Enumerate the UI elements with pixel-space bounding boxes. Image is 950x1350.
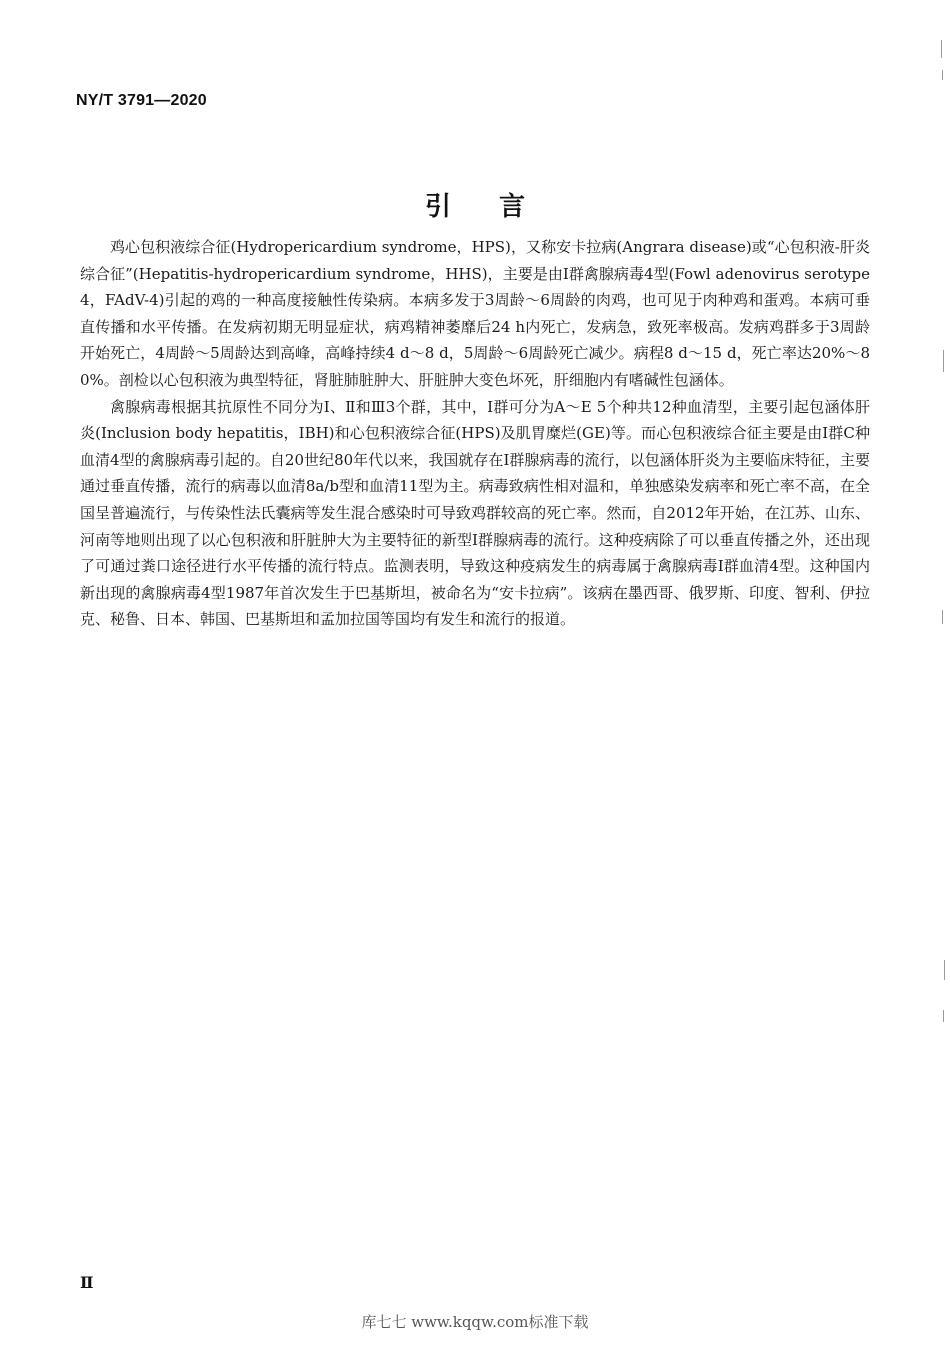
footer-watermark: 库七七 www.kqqw.com标准下载	[361, 1313, 589, 1331]
scan-mark	[941, 40, 942, 58]
scan-mark	[943, 350, 944, 372]
standard-code: NY/T 3791—2020	[76, 92, 207, 109]
scan-mark	[942, 70, 943, 80]
scan-mark	[944, 960, 945, 980]
scan-mark	[943, 1010, 944, 1022]
section-title: 引言	[424, 192, 573, 222]
paragraph-2: 禽腺病毒根据其抗原性不同分为Ⅰ、Ⅱ和Ⅲ3个群，其中，Ⅰ群可分为A～E 5个种共12种血清型，主要引起包涵体肝炎(Inclusion body hepatitis，IBH)和心包积液综合征(HPS)及肌胃糜烂(GE)等。而心包积液综合征主要是由Ⅰ群C种血清4型的禽腺病毒引起的。自20世纪80年代以来，我国就存在Ⅰ群腺病毒的流行，以包涵体肝炎为主要临床特征，主要通过垂直传播，流行的病毒以血清8a/b型和血清11型为主。病毒致病性相对温和，单独感染发病率和死亡率不高，在全国呈普遍流行，与传染性法氏囊病等发生混合感染时可导致鸡群较高的死亡率。然而，自2012年开始，在江苏、山东、河南等地则出现了以心包积液和肝脏肿大为主要特征的新型Ⅰ群腺病毒的流行。这种疫病除了可以垂直传播之外，还出现了可通过粪口途径进行水平传播的流行特点。监测表明，导致这种疫病发生的病毒属于禽腺病毒Ⅰ群血清4型。这种国内新出现的禽腺病毒4型1987年首次发生于巴基斯坦，被命名为“安卡拉病”。该病在墨西哥、俄罗斯、印度、智利、伊拉克、秘鲁、日本、韩国、巴基斯坦和孟加拉国等国均有发生和流行的报道。	[80, 397, 870, 629]
paragraph-1: 鸡心包积液综合征(Hydropericardium syndrome，HPS)，又称安卡拉病(Angrara disease)或“心包积液-肝炎综合征”(Hepatitis-hydropericardium syndrome，HHS)，主要是由Ⅰ群禽腺病毒4型(Fowl adenovirus serotype 4，FAdV-4)引起的鸡的一种高度接触性传染病。本病多发于3周龄～6周龄的肉鸡，也可见于肉种鸡和蛋鸡。本病可垂直传播和水平传播。在发病初期无明显症状，病鸡精神萎靡后24 h内死亡，发病急，致死率极高。发病鸡群多于3周龄开始死亡，4周龄～5周龄达到高峰，高峰持续4 d～8 d，5周龄～6周龄死亡减少。病程8 d～15 d，死亡率达20%～80%。剖检以心包积液为典型特征，肾脏肺脏肿大、肝脏肿大变色坏死，肝细胞内有嗜碱性包涵体。	[80, 238, 870, 389]
body-text	[80, 234, 870, 633]
scan-mark	[942, 610, 943, 624]
page-number: Ⅱ	[80, 1273, 94, 1292]
